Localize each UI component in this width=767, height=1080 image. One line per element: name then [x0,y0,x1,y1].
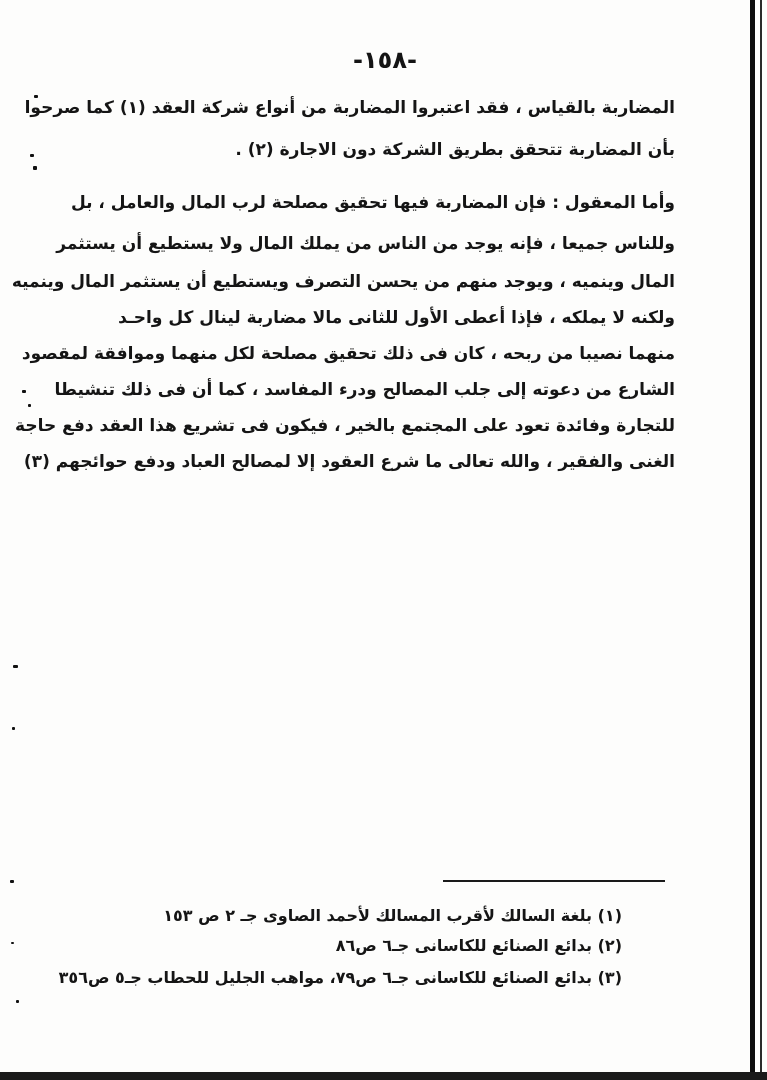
paragraph-1-line-1: المضاربة بالقياس ، فقد اعتبروا المضاربة من أنواع شركة العقد (١) كما صرحوا [24,98,675,118]
footnote-2: (٢) بدائع الصنائع للكاسانى جـ٦ ص٨٦ [335,936,622,955]
scan-border-right-inner [760,0,762,1080]
scan-border-right [750,0,755,1080]
scan-speck [33,166,37,170]
scan-speck [16,1000,19,1003]
footnote-1: (١) بلغة السالك لأقرب المسالك لأحمد الصاوى جـ ٢ ص ١٥٣ [163,906,622,925]
scan-speck [13,665,18,668]
page-number: -١٥٨- [353,46,417,74]
paragraph-2-line-8: الغنى والفقير ، والله تعالى ما شرع العقود إلا لمصالح العباد ودفع حوائجهم (٣) [23,452,675,472]
scan-speck [12,727,15,730]
scan-border-bottom [0,1072,767,1080]
paragraph-2-line-7: للتجارة وفائدة تعود على المجتمع بالخير ، فيكون فى تشريع هذا العقد دفع حاجة [15,416,675,436]
scan-speck [22,390,26,393]
paragraph-2-line-5: منهما نصيبا من ربحه ، كان فى ذلك تحقيق مصلحة لكل منهما وموافقة لمقصود [21,344,675,364]
footnote-3: (٣) بدائع الصنائع للكاسانى جـ٦ ص٧٩، مواهب الجليل للحطاب جـ٥ ص٣٥٦ [58,968,622,987]
paragraph-2-line-1: وأما المعقول : فإن المضاربة فيها تحقيق مصلحة لرب المال والعامل ، بل [70,193,675,213]
paragraph-2-line-6: الشارع من دعوته إلى جلب المصالح ودرء المفاسد ، كما أن فى ذلك تنشيطا [54,380,675,400]
scan-speck [30,154,34,157]
scan-speck [28,404,31,407]
scan-speck [10,880,14,883]
footnote-separator [443,880,665,882]
paragraph-2-line-4: ولكنه لا يملكه ، فإذا أعطى الأول للثانى مالا مضاربة لينال كل واحـد [118,308,675,328]
scan-speck [11,942,14,944]
paragraph-2-line-2: وللناس جميعا ، فإنه يوجد من الناس من يملك المال ولا يستطيع أن يستثمر [56,234,675,254]
paragraph-2-line-3: المال وينميه ، ويوجد منهم من يحسن التصرف ويستطيع أن يستثمر المال وينميه [11,272,675,292]
paragraph-1-line-2: بأن المضاربة تتحقق بطريق الشركة دون الاجارة (٢) . [235,140,675,160]
